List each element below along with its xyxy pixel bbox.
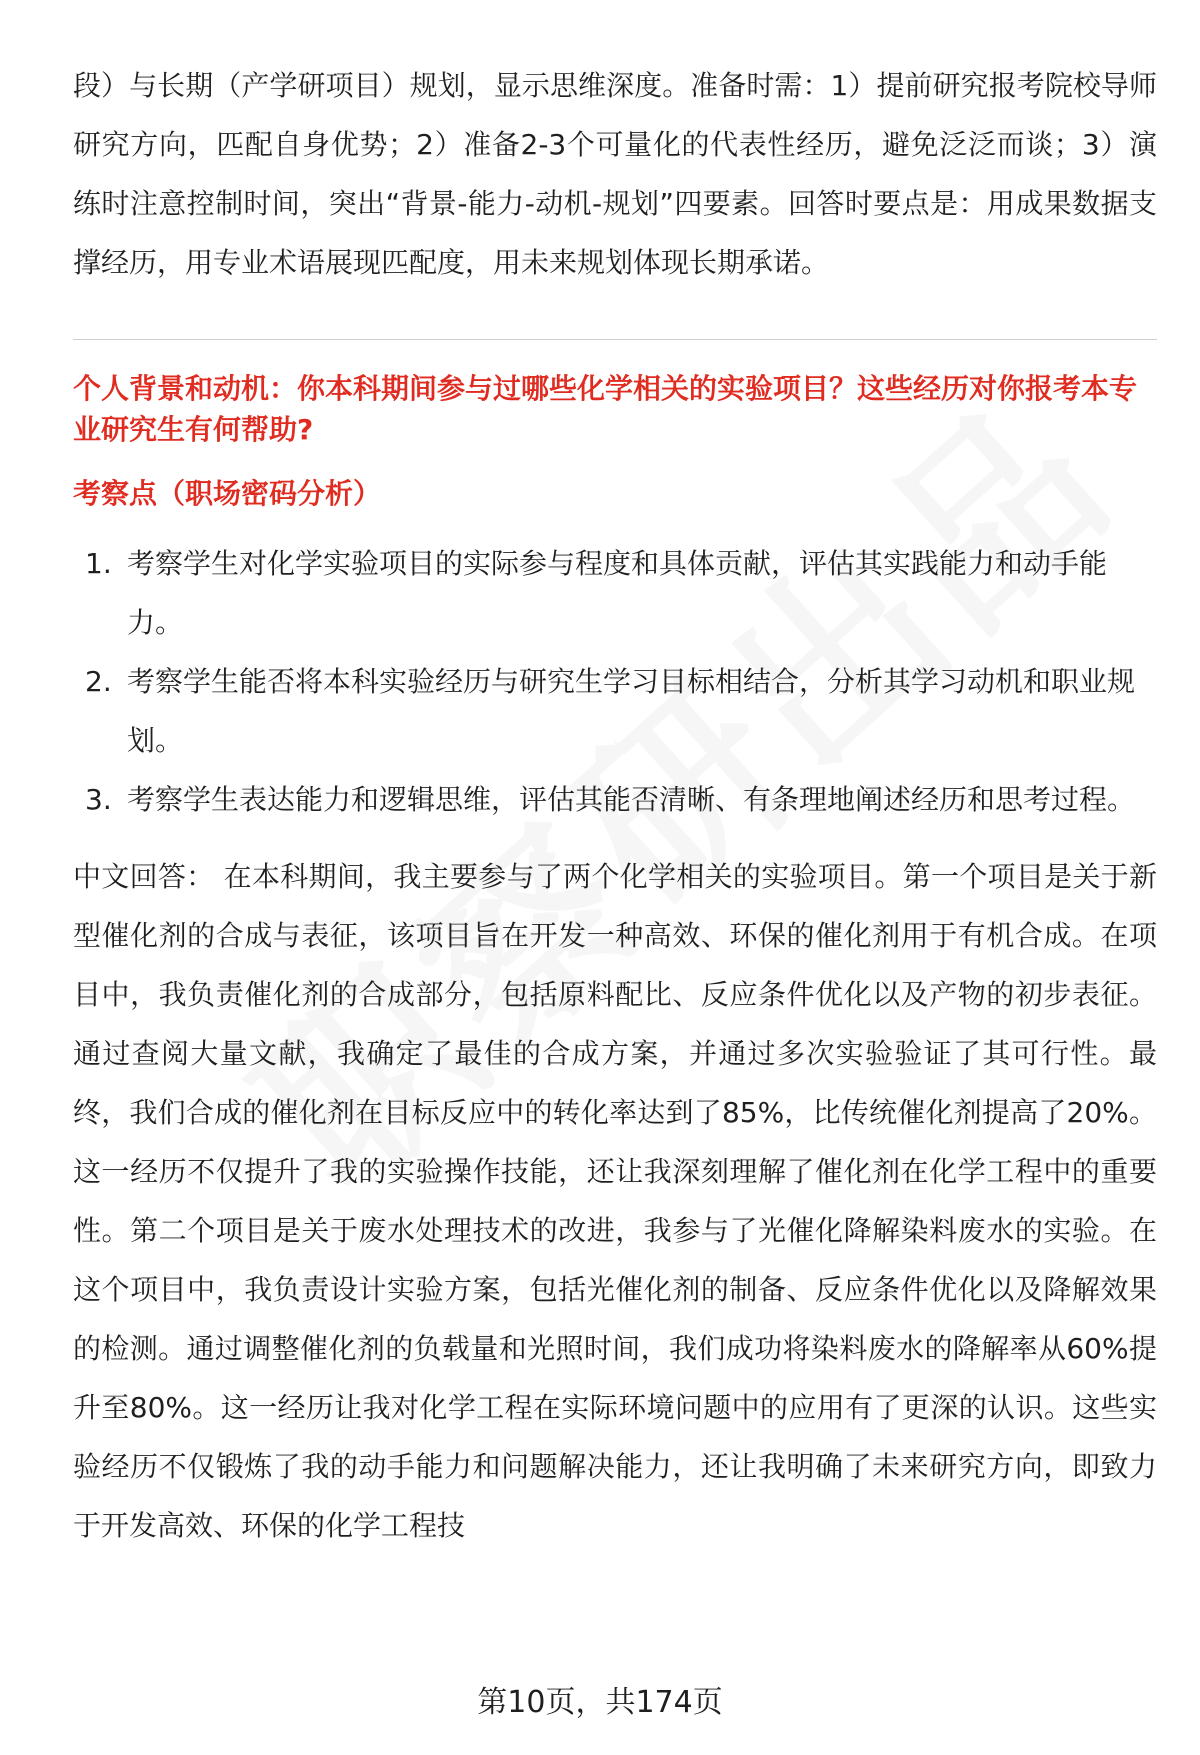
list-item bbox=[73, 534, 1157, 652]
list-item-text: 考察学生能否将本科实验经历与研究生学习目标相结合，分析其学习动机和职业规划。 bbox=[127, 665, 1136, 757]
page-content bbox=[73, 56, 1157, 1555]
assessment-points-list bbox=[73, 534, 1157, 829]
section-divider bbox=[73, 339, 1157, 340]
list-item-number: 2. bbox=[85, 665, 112, 698]
list-item-number: 3. bbox=[85, 783, 112, 816]
section-heading: 考察点（职场密码分析） bbox=[73, 477, 382, 510]
question-heading: 个人背景和动机：你本科期间参与过哪些化学相关的实验项目？这些经历对你报考本专业研究生有何帮助? bbox=[73, 372, 1138, 446]
page-footer: 第10页，共174页 bbox=[477, 1685, 723, 1720]
list-item-text: 考察学生对化学实验项目的实际参与程度和具体贡献，评估其实践能力和动手能力。 bbox=[127, 547, 1108, 639]
answer-paragraph: 中文回答： 在本科期间，我主要参与了两个化学相关的实验项目。第一个项目是关于新型催化剂的合成与表征，该项目旨在开发一种高效、环保的催化剂用于有机合成。在项目中，我负责催化剂的合成部分，包括原料配比、反应条件优化以及产物的初步表征。通过查阅大量文献，我确定了最佳的合成方案，并通过多次实验验证了其可行性。最终，我们合成的催化剂在目标反应中的转化率达到了85%，比传统催化剂提高了20%。这一经历不仅提升了我的实验操作技能，还让我深刻理解了催化剂在化学工程中的重要性。第二个项目是关于废水处理技术的改进，我参与了光催化降解染料废水的实验。在这个项目中，我负责设计实验方案，包括光催化剂的制备、反应条件优化以及降解效果的检测。通过调整催化剂的负载量和光照时间，我们成功将染料废水的降解率从60%提升至80%。这一经历让我对化学工程在实际环境问题中的应用有了更深的认识。这些实验经历不仅锻炼了我的动手能力和问题解决能力，还让我明确了未来研究方向，即致力于开发高效、环保的化学工程技 bbox=[73, 860, 1157, 1542]
list-item-text: 考察学生表达能力和逻辑思维，评估其能否清晰、有条理地阐述经历和思考过程。 bbox=[127, 783, 1136, 816]
list-item-number: 1. bbox=[85, 547, 112, 580]
list-item bbox=[73, 770, 1157, 829]
intro-paragraph: 段）与长期（产学研项目）规划，显示思维深度。准备时需：1）提前研究报考院校导师研究方向，匹配自身优势；2）准备2-3个可量化的代表性经历，避免泛泛而谈；3）演练时注意控制时间，突出“背景-能力-动机-规划”四要素。回答时要点是：用成果数据支撑经历，用专业术语展现匹配度，用未来规划体现长期承诺。 bbox=[73, 69, 1157, 279]
list-item bbox=[73, 652, 1157, 770]
